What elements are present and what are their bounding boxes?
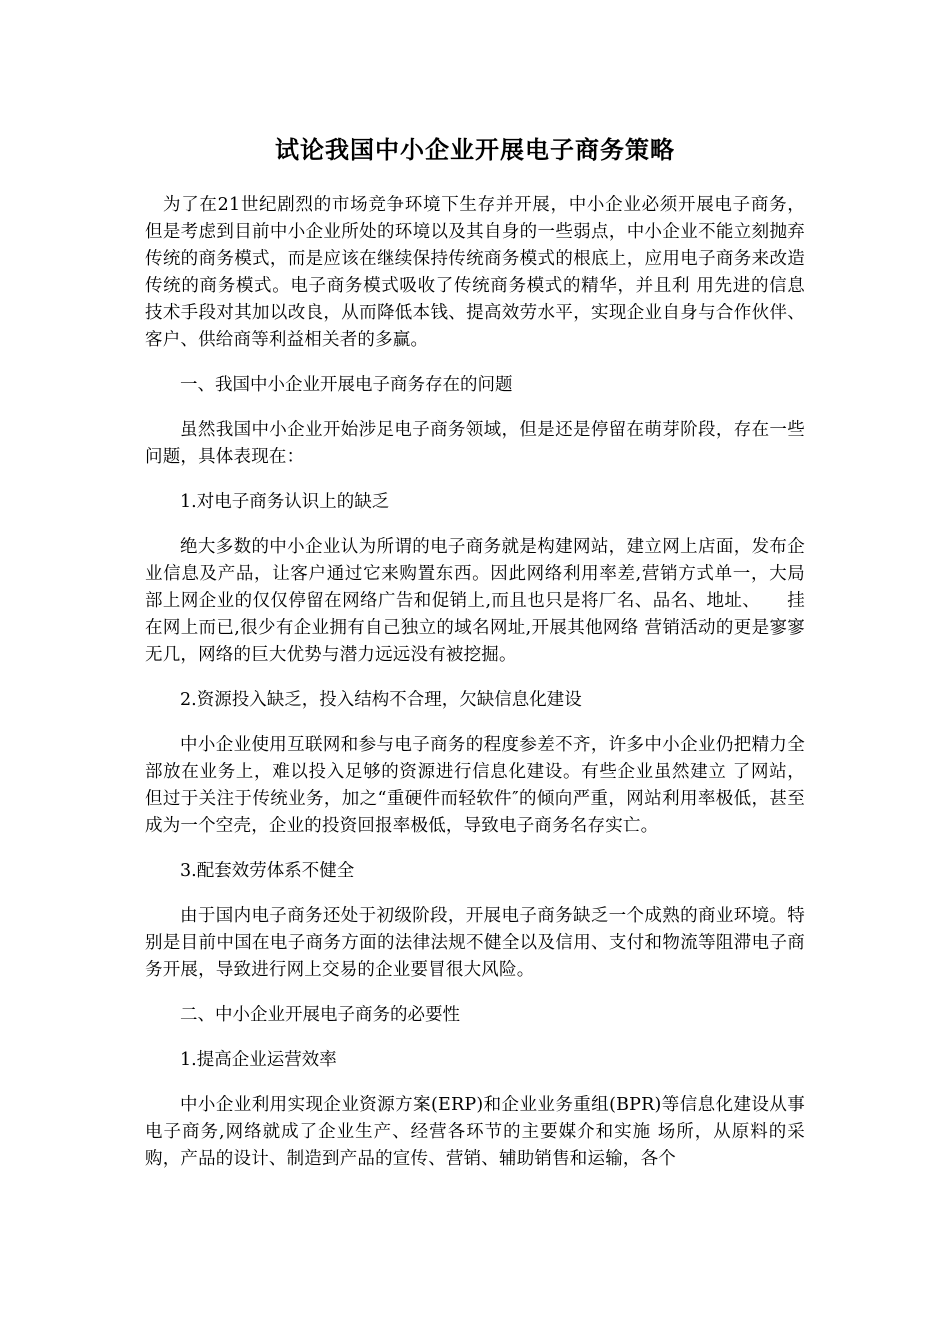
body-paragraph: 中小企业利用实现企业资源方案(ERP)和企业业务重组(BPR)等信息化建设从事电子商务,网络就成了企业生产、经营各环节的主要媒介和实施 场所，从原料的采购，产品的设计、制造到产品的宣传、营销、辅助销售和运输，各个	[145, 1095, 805, 1169]
body-paragraph: 虽然我国中小企业开始涉足电子商务领域，但是还是停留在萌芽阶段，存在一些问题，具体表现在：	[145, 420, 805, 467]
subsection-heading-1-2: 2.资源投入缺乏，投入结构不合理，欠缺信息化建设	[180, 690, 582, 710]
document-page	[145, 130, 805, 1191]
section-heading-2: 二、中小企业开展电子商务的必要性	[180, 1005, 460, 1025]
subsection-heading-1-3: 3.配套效劳体系不健全	[180, 861, 355, 881]
body-paragraph: 绝大多数的中小企业认为所谓的电子商务就是构建网站，建立网上店面，发布企业信息及产品，让客户通过它来购置东西。因此网络利用率差,营销方式单一，大局部上网企业的仅仅停留在网络广告和促销上,而且也只是将厂名、品名、地址、 挂在网上而已,很少有企业拥有自己独立的域名网址,开展其他网络 营销活动的更是寥寥无几，网络的巨大优势与潜力远远没有被挖掘。	[145, 537, 805, 665]
body-paragraph: 由于国内电子商务还处于初级阶段，开展电子商务缺乏一个成熟的商业环境。特别是目前中国在电子商务方面的法律法规不健全以及信用、支付和物流等阻滞电子商务开展，导致进行网上交易的企业要冒很大风险。	[145, 906, 805, 980]
document-title: 试论我国中小企业开展电子商务策略	[275, 136, 675, 164]
subsection-heading-2-1: 1.提高企业运营效率	[180, 1050, 337, 1070]
intro-paragraph: 为了在21世纪剧烈的市场竞争环境下生存并开展，中小企业必须开展电子商务，但是考虑到目前中小企业所处的环境以及其自身的一些弱点，中小企业不能立刻抛弃传统的商务模式，而是应该在继续保持传统商务模式的根底上，应用电子商务来改造传统的商务模式。电子商务模式吸收了传统商务模式的精华，并且利 用先进的信息技术手段对其加以改良，从而降低本钱、提高效劳水平，实现企业自身与合作伙伴、客户、供给商等利益相关者的多赢。	[145, 195, 805, 350]
subsection-heading-1-1: 1.对电子商务认识上的缺乏	[180, 492, 390, 512]
section-heading-1: 一、我国中小企业开展电子商务存在的问题	[180, 375, 513, 395]
body-paragraph: 中小企业使用互联网和参与电子商务的程度参差不齐，许多中小企业仍把精力全部放在业务上，难以投入足够的资源进行信息化建设。有些企业虽然建立 了网站，但过于关注于传统业务，加之“重硬件而轻软件″的倾向严重，网站利用率极低，甚至成为一个空壳，企业的投资回报率极低，导致电子商务名存实亡。	[145, 735, 805, 836]
